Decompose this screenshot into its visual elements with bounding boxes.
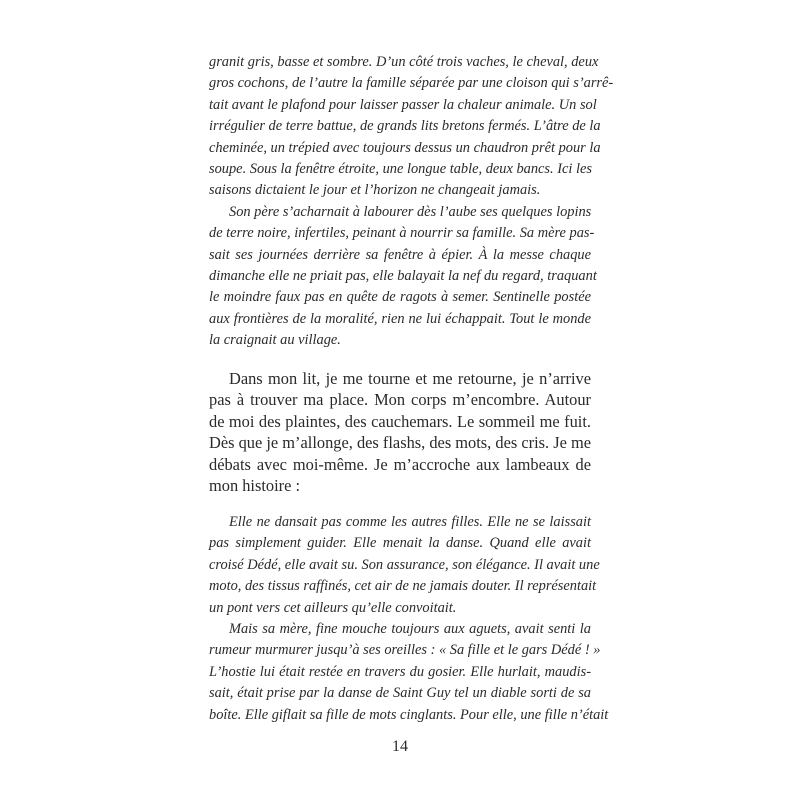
text-line: sait, était prise par la danse de Saint Guy tel un diable sorti de sa xyxy=(209,685,591,702)
text-line: mon histoire : xyxy=(209,475,301,495)
text-line: dimanche elle ne priait pas, elle balayait la nef du regard, traquant xyxy=(209,267,597,284)
text-line: tait avant le plafond pour laisser passer la chaleur animale. Un sol xyxy=(209,96,597,113)
text-line: un pont vers cet ailleurs qu’elle convoitait. xyxy=(209,599,457,616)
text-line: rumeur murmurer jusqu’à ses oreilles : « Sa fille et le gars Dédé ! » xyxy=(209,642,601,659)
text-line: saisons dictaient le jour et l’horizon ne changeait jamais. xyxy=(209,182,541,199)
text-line: de terre noire, infertiles, peinant à nourrir sa famille. Sa mère pas- xyxy=(209,225,595,242)
text-line: pas à trouver ma place. Mon corps m’encombre. Autour xyxy=(209,390,591,410)
italic-passage-farmhouse xyxy=(209,52,614,351)
italic-passage-dance xyxy=(209,512,609,726)
text-line: gros cochons, de l’autre la famille séparée par une cloison qui s’arrê- xyxy=(209,75,614,92)
text-line: Son père s’acharnait à labourer dès l’aube ses quelques lopins xyxy=(229,203,592,220)
text-line: granit gris, basse et sombre. D’un côté trois vaches, le cheval, deux xyxy=(209,54,599,70)
text-line: boîte. Elle giflait sa fille de mots cinglants. Pour elle, une fille n’était xyxy=(209,706,609,723)
text-line: moto, des tissus raffinés, cet air de ne jamais douter. Il représentait xyxy=(209,578,597,595)
text-line: débats avec moi-même. Je m’accroche aux lambeaux de xyxy=(209,454,591,474)
text-line: Dès que je m’allonge, des flashs, des mots, des cris. Je me xyxy=(209,433,591,453)
page-number: 14 xyxy=(392,738,408,755)
text-line: aux frontières de la moralité, rien ne lui échappait. Tout le monde xyxy=(209,310,591,327)
text-line: pas simplement guider. Elle menait la danse. Quand elle avait xyxy=(209,535,591,552)
text-line: Dans mon lit, je me tourne et me retourne, je n’arrive xyxy=(229,369,591,388)
text-line: soupe. Sous la fenêtre étroite, une longue table, deux bancs. Ici les xyxy=(209,160,592,177)
text-line: cheminée, un trépied avec toujours dessus un chaudron prêt pour la xyxy=(209,139,601,156)
text-line: la craignait au village. xyxy=(209,332,341,349)
text-line: L’hostie lui était restée en travers du gosier. Elle hurlait, maudis- xyxy=(209,663,591,680)
text-line: Elle ne dansait pas comme les autres filles. Elle ne se laissait xyxy=(229,514,591,530)
text-line: de moi des plaintes, des cauchemars. Le sommeil me fuit. xyxy=(209,411,591,431)
text-line: sait ses journées derrière sa fenêtre à épier. À la messe chaque xyxy=(209,246,591,263)
roman-passage-insomnia xyxy=(209,368,591,496)
text-line: le moindre faux pas en quête de ragots à semer. Sentinelle postée xyxy=(209,289,591,306)
text-line: irrégulier de terre battue, de grands lits bretons fermés. L’âtre de la xyxy=(209,118,601,135)
text-line: croisé Dédé, elle avait su. Son assurance, son élégance. Il avait une xyxy=(209,556,600,573)
text-line: Mais sa mère, fine mouche toujours aux aguets, avait senti la xyxy=(229,620,591,637)
